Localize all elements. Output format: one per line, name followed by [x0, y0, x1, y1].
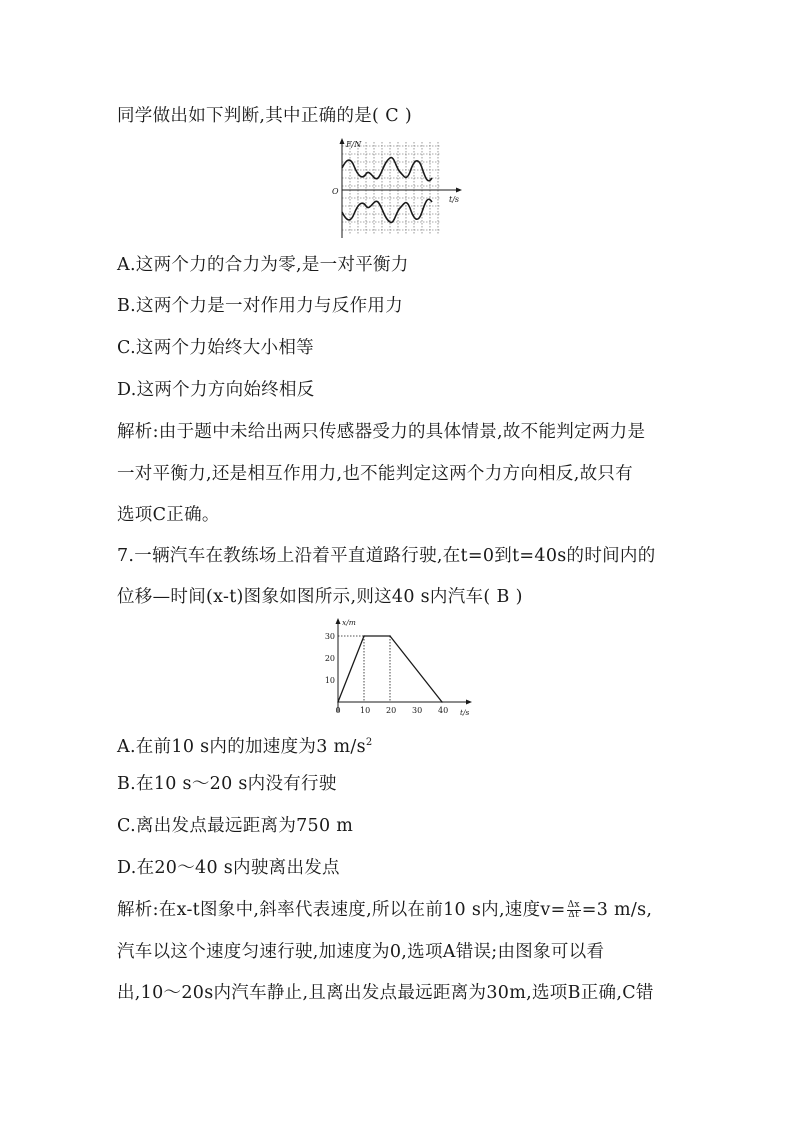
q7-analysis-line-1-b: =3 m/s, [581, 900, 653, 920]
q7-option-a-text: A.在前10 s内的加速度为3 m/s [117, 736, 366, 757]
q7-option-b: B.在10 s～20 s内没有行驶 [117, 774, 337, 794]
q7-data-point-2 [363, 635, 365, 637]
q6-option-a: A.这两个力的合力为零,是一对平衡力 [117, 255, 409, 275]
q7-option-a-exponent: 2 [365, 737, 373, 748]
q7-fraction-numerator: Δx [567, 900, 580, 910]
q6-analysis-line-1: 解析:由于题中未给出两只传感器受力的具体情景,故不能判定两力是 [117, 422, 646, 442]
q6-x-arrow [456, 188, 462, 193]
q7-y-axis-label: x/m [342, 618, 356, 627]
q7-y-tick-10: 10 [324, 676, 335, 685]
q7-x-arrow [466, 700, 472, 705]
q7-x-tick-30: 30 [412, 706, 423, 715]
q7-y-tick-30: 30 [324, 632, 335, 641]
q6-y-label: F/N [346, 140, 362, 149]
q7-series-segment-3 [390, 636, 442, 702]
q6-stem-text: 同学做出如下判断,其中正确的是( [117, 106, 380, 126]
q7-y-tick-20: 20 [324, 654, 335, 663]
q7-series-segment-1 [338, 636, 364, 702]
q7-data-point-1 [337, 701, 339, 703]
q6-analysis-line-2: 一对平衡力,还是相互作用力,也不能判定这两个力方向相反,故只有 [117, 464, 633, 484]
q7-velocity-fraction [567, 901, 581, 920]
q7-option-c: C.离出发点最远距离为750 m [117, 816, 354, 836]
q7-xt-chart [316, 616, 480, 720]
q7-answer: B [496, 587, 510, 607]
q6-option-d: D.这两个力方向始终相反 [117, 380, 315, 400]
q6-force-time-graph [328, 138, 468, 240]
q6-grid [342, 142, 440, 234]
q7-option-a [117, 731, 373, 759]
q7-analysis-line-1-a: 解析:在x-t图象中,斜率代表速度,所以在前10 s内,速度v= [117, 900, 566, 920]
q7-x-tick-0: 0 [335, 706, 341, 715]
q6-curve-lower [342, 199, 432, 222]
q7-analysis-line-2: 汽车以这个速度匀速行驶,加速度为0,选项A错误;由图象可以看 [117, 942, 605, 962]
q7-stem-line-1: 7.一辆汽车在教练场上沿着平直道路行驶,在t=0到t=40s的时间内的 [117, 546, 656, 566]
q6-option-c: C.这两个力始终大小相等 [117, 338, 314, 358]
q6-curve-upper [342, 158, 432, 181]
q7-x-tick-10: 10 [360, 706, 371, 715]
q6-x-label: t/s [449, 195, 460, 204]
q6-analysis-line-3: 选项C正确。 [117, 505, 220, 525]
q7-data-point-4 [441, 701, 443, 703]
q7-stem-close: ) [515, 587, 523, 607]
q7-x-tick-40: 40 [438, 706, 449, 715]
q7-fraction-denominator: Δt [568, 910, 580, 920]
q7-data-point-3 [389, 635, 391, 637]
q7-stem-text: 位移—时间(x-t)图象如图所示,则这40 s内汽车( [117, 587, 491, 607]
q6-y-arrow [340, 138, 345, 144]
q6-answer: C [385, 106, 399, 126]
q6-origin-label: O [332, 187, 339, 196]
q6-stem [117, 104, 412, 128]
q7-y-arrow [336, 618, 341, 624]
q7-x-axis-label: t/s [460, 708, 470, 717]
q6-stem-close: ) [404, 106, 413, 126]
q6-option-b: B.这两个力是一对作用力与反作用力 [117, 296, 404, 316]
q7-analysis-line-3: 出,10～20s内汽车静止,且离出发点最远距离为30m,选项B正确,C错 [117, 983, 654, 1003]
q7-analysis-line-1 [117, 898, 652, 922]
q7-option-d: D.在20～40 s内驶离出发点 [117, 858, 340, 878]
q7-stem-line-2 [117, 585, 523, 609]
q7-x-tick-20: 20 [386, 706, 397, 715]
